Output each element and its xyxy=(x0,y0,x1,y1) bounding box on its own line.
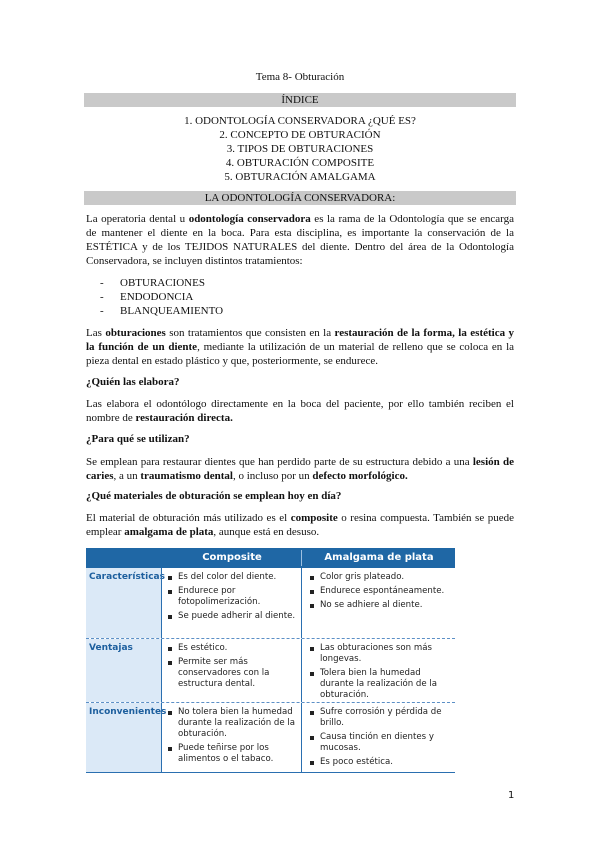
page-title: Tema 8- Obturación xyxy=(255,71,345,83)
composite-cell: Es estético. Permite ser más conservadores con la estructura dental. xyxy=(166,643,298,693)
list-item: - BLANQUEAMIENTO xyxy=(100,305,224,317)
table-row xyxy=(86,568,455,638)
para-que-paragraph: Se emplean para restaurar dientes que han perdido parte de su estructura debido a una lesión de caries, a un traumatismo dental, o incluso por un defecto morfológico. xyxy=(86,456,514,482)
amalgam-cell: Color gris plateado. Endurece espontáneamente. No se adhiere al diente. xyxy=(308,572,452,614)
quien-paragraph: Las elabora el odontólogo directamente en la boca del paciente, por ello también reciben el nombre de restauración directa. xyxy=(86,398,514,424)
table-of-contents xyxy=(0,114,600,184)
toc-item: 2. CONCEPTO DE OBTURACIÓN xyxy=(219,129,381,141)
intro-paragraph: La operatoria dental u odontología conservadora es la rama de la Odontología que se encarga de mantener el diente en la boca. Para esta disciplina, es importante la conservación de la ESTÉTICA y de los TEJIDOS NATURALES del diente. Dentro del área de la Odontología Conservadora, se incluyen distintos tratamientos: xyxy=(86,213,514,267)
column-header-amalgam: Amalgama de plata xyxy=(324,552,434,563)
table-row xyxy=(86,703,455,772)
list-item: - ENDODONCIA xyxy=(100,291,194,303)
composite-cell: Es del color del diente. Endurece por fotopolimerización. Se puede adherir al diente. xyxy=(166,572,298,625)
list-item: - OBTURACIONES xyxy=(100,277,205,289)
toc-item: 4. OBTURACIÓN COMPOSITE xyxy=(225,157,375,169)
table-row xyxy=(86,639,455,702)
section-heading: LA ODONTOLOGÍA CONSERVADORA: xyxy=(84,191,516,205)
row-label: Características xyxy=(86,568,161,638)
obturaciones-paragraph: Las obturaciones son tratamientos que consisten en la restauración de la forma, la estética y la función de un diente, mediante la utilización de un material de relleno que se coloca en la pieza dental en estado plástico y que, posteriormente, se endurece. xyxy=(86,327,515,367)
question-heading: ¿Qué materiales de obturación se emplean hoy en día? xyxy=(86,490,342,502)
row-label: Inconvenientes xyxy=(86,703,161,772)
materiales-paragraph: El material de obturación más utilizado es el composite o resina compuesta. También se puede emplear amalgama de plata, aunque está en desuso. xyxy=(86,512,514,538)
column-header-composite: Composite xyxy=(202,552,262,563)
index-heading: ÍNDICE xyxy=(84,93,516,107)
page-number: 1 xyxy=(508,790,515,801)
row-label: Ventajas xyxy=(86,639,161,702)
comparison-table xyxy=(86,548,455,773)
question-heading: ¿Quién las elabora? xyxy=(86,376,180,388)
toc-item: 5. OBTURACIÓN AMALGAMA xyxy=(224,171,376,183)
treatments-list xyxy=(100,276,223,318)
amalgam-cell: Las obturaciones son más longevas. Tolera bien la humedad durante la realización de la obturación. xyxy=(308,643,452,704)
amalgam-cell: Sufre corrosión y pérdida de brillo. Causa tinción en dientes y mucosas. Es poco estética. xyxy=(308,707,452,771)
toc-item: 1. ODONTOLOGÍA CONSERVADORA ¿QUÉ ES? xyxy=(184,115,416,127)
composite-cell: No tolera bien la humedad durante la realización de la obturación. Puede teñirse por los alimentos o el tabaco. xyxy=(166,707,298,768)
table-header-row xyxy=(86,548,455,568)
toc-item: 3. TIPOS DE OBTURACIONES xyxy=(226,143,374,155)
question-heading: ¿Para qué se utilizan? xyxy=(86,433,190,445)
